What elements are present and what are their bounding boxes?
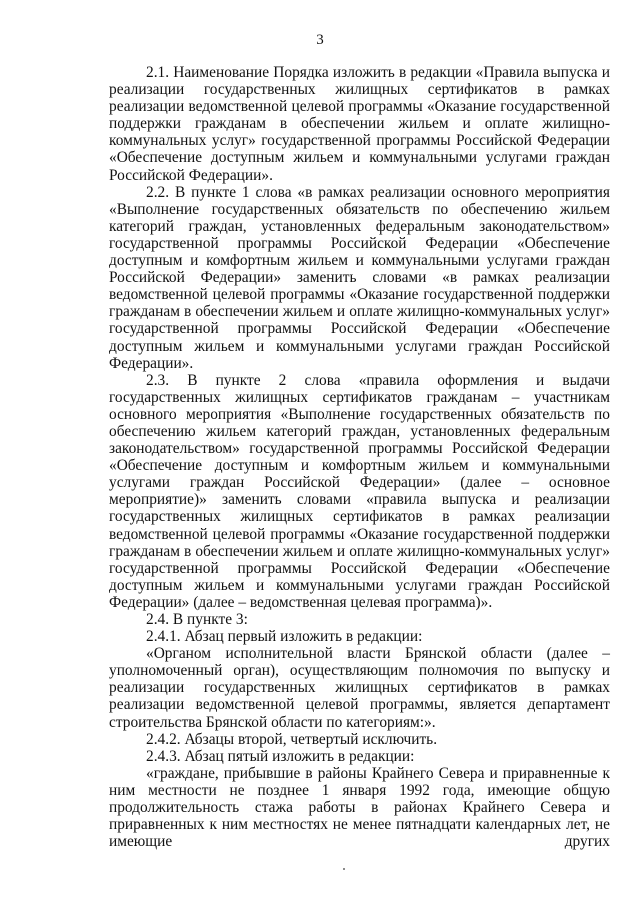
paragraph-2-4: 2.4. В пункте 3: — [146, 611, 248, 628]
paragraph-2-4-3: 2.4.3. Абзац пятый изложить в редакции: — [146, 747, 415, 765]
paragraph-2-4-1-text: «Органом исполнительной власти Брянской области (далее – уполномоченный орган), осуществляющим полномочия по выпуску и реализации государственных жилищных сертификатов в рамках реализации ведомственной целевой программы, является департамент строительства Брянской области по категориям:». — [109, 645, 610, 731]
paragraph-2-1: 2.1. Наименование Порядка изложить в редакции «Правила выпуска и реализации государственных жилищных сертификатов в рамках реализации ведомственной целевой программы «Оказание государственной поддержки гражданам в обеспечении жильем и оплате жилищно-коммунальных услуг» государственной программы Российской Федерации «Обеспечение доступным жильем и коммунальными услугами граждан Российской Федерации». — [109, 64, 610, 184]
paragraph-2-4-3-text: «граждане, прибывшие в районы Крайнего Севера и приравненные к ним местности не позднее 1 января 1992 года, имеющие общую продолжительность стажа работы в районах Крайнего Севера и приравненных к ним местностях не менее пятнадцати календарных лет, не имеющие других — [109, 764, 610, 851]
paragraph-2-4-2: 2.4.2. Абзацы второй, четвертый исключить. — [146, 730, 438, 748]
paragraph-2-4-1: 2.4.1. Абзац первый изложить в редакции: — [146, 628, 423, 646]
document-body — [109, 64, 610, 850]
scan-speck — [343, 868, 345, 870]
page-number: 3 — [316, 32, 324, 48]
paragraph-2-3: 2.3. В пункте 2 слова «правила оформления и выдачи государственных жилищных сертификатов гражданам – участникам основного мероприятия «Выполнение государственных обязательств по обеспечению жильем категорий граждан, установленных федеральным законодательством» государственной программы Российской Федерации «Обеспечение доступным и комфортным жильем и коммунальными услугами граждан Российской Федерации» (далее – основное мероприятие)» заменить словами «правила выпуска и реализации государственных жилищных сертификатов в рамках реализации ведомственной целевой программы «Оказание государственной поддержки гражданам в обеспечении жильем и оплате жилищно-коммунальных услуг» государственной программы Российской Федерации «Обеспечение доступным жильем и коммунальными услугами граждан Российской Федерации» (далее – ведомственная целевая программа)». — [109, 371, 610, 611]
paragraph-2-2: 2.2. В пункте 1 слова «в рамках реализации основного мероприятия «Выполнение государственных обязательств по обеспечению жильем категорий граждан, установленных федеральным законодательством» государственной программы Российской Федерации «Обеспечение доступным и комфортным жильем и коммунальными услугами граждан Российской Федерации» заменить словами «в рамках реализации ведомственной целевой программы «Оказание государственной поддержки гражданам в обеспечении жильем и оплате жилищно-коммунальных услуг» государственной программы Российской Федерации «Обеспечение доступным жильем и коммунальными услугами граждан Российской Федерации». — [109, 183, 610, 372]
